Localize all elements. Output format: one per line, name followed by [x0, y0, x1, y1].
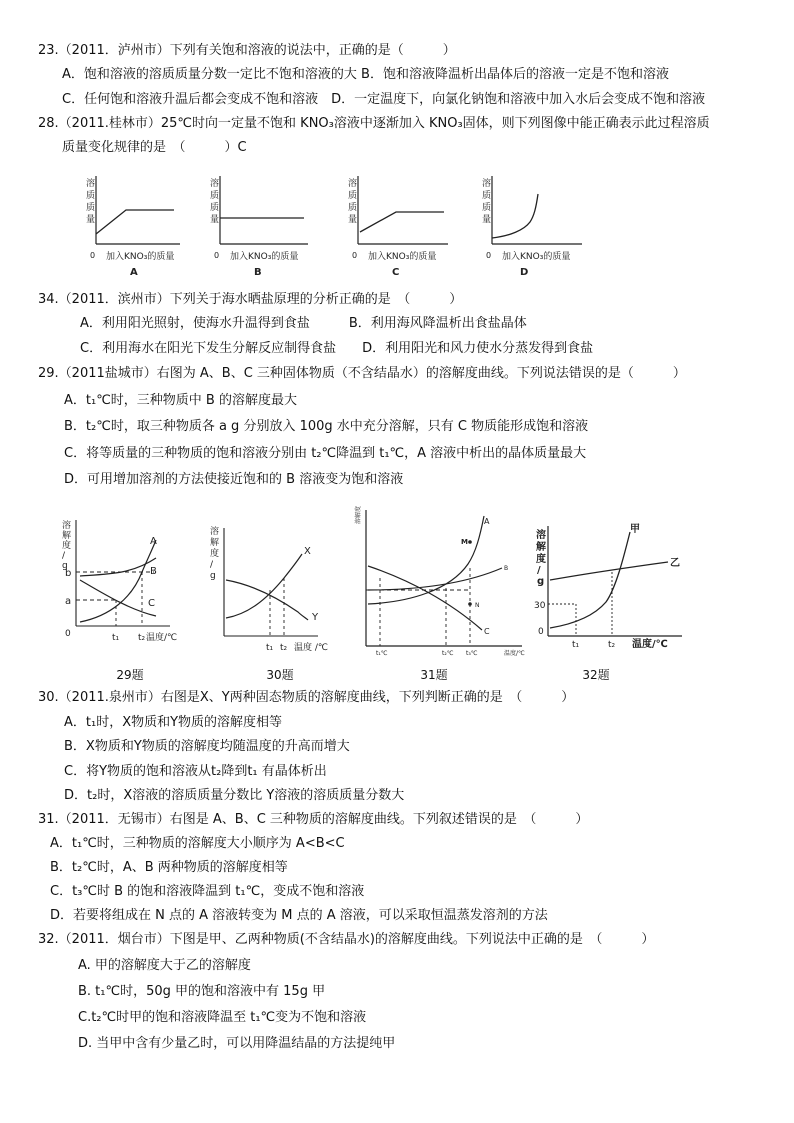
svg-text:t₃℃: t₃℃: [466, 650, 478, 657]
svg-text:质: 质: [348, 191, 358, 201]
svg-text:N: N: [475, 602, 480, 609]
svg-text:t₁℃: t₁℃: [376, 650, 388, 657]
svg-text:度: 度: [536, 554, 546, 565]
svg-text:解: 解: [210, 538, 220, 548]
graph-line-a: [96, 210, 174, 234]
svg-text:解: 解: [62, 531, 72, 541]
figure-32: [534, 516, 694, 656]
q31-option-c: C．t₃℃时 B 的饱和溶液降温到 t₁℃，变成不饱和溶液: [50, 884, 365, 899]
q28-graph-c: [346, 172, 466, 280]
q32-option-b: B. t₁℃时，50g 甲的饱和溶液中有 15g 甲: [78, 984, 326, 999]
svg-text:/: /: [537, 565, 541, 576]
svg-text:度: 度: [210, 549, 220, 559]
svg-text:X: X: [304, 546, 311, 557]
q34-stem: 34.（2011．滨州市）下列关于海水晒盐原理的分析正确的是 （ ）: [38, 292, 463, 307]
graph-origin: 0: [352, 251, 358, 260]
svg-text:B: B: [504, 565, 509, 572]
q23-options-cd: C．任何饱和溶液升温后都会变成不饱和溶液 D．一定温度下，向氯化钠饱和溶液中加入水后会变成不饱和溶液: [62, 92, 706, 107]
q32-option-d: D. 当甲中含有少量乙时，可以用降温结晶的方法提纯甲: [78, 1036, 396, 1051]
svg-text:甲: 甲: [630, 524, 640, 535]
q31-option-a: A．t₁℃时，三种物质的溶解度大小顺序为 A<B<C: [50, 836, 345, 851]
q23-options-ab: A．饱和溶液的溶质质量分数一定比不饱和溶液的大 B．饱和溶液降温析出晶体后的溶液一定是不饱和溶液: [62, 67, 669, 82]
graph-line-c: [360, 212, 444, 232]
point-n: [468, 602, 472, 606]
curve-yi: [550, 562, 668, 580]
graph-line-d: [492, 194, 538, 238]
svg-text:温度 /℃: 温度 /℃: [294, 643, 329, 653]
curve-c: [80, 580, 156, 616]
figure-29: [60, 518, 190, 648]
graph-label-a: A: [130, 267, 138, 278]
svg-text:t₁: t₁: [112, 633, 120, 643]
svg-text:t₂: t₂: [608, 640, 616, 650]
svg-text:C: C: [484, 627, 490, 636]
graph-label-b: B: [254, 267, 262, 278]
svg-text:/: /: [62, 551, 66, 561]
q32-stem: 32.（2011．烟台市）下图是甲、乙两种物质(不含结晶水)的溶解度曲线。下列说法中正确的是 （ ）: [38, 932, 655, 947]
svg-text:温度/℃: 温度/℃: [146, 633, 178, 643]
graph-ylabel-4: 量: [86, 215, 96, 225]
graph-ylabel-2: 质: [86, 191, 96, 201]
svg-text:t₂: t₂: [138, 633, 146, 643]
figure-30-caption: 30题: [266, 668, 294, 682]
q34-options-ab: A．利用阳光照射，使海水升温得到食盐 B．利用海风降温析出食盐晶体: [80, 316, 527, 331]
q30-option-c: C．将Y物质的饱和溶液从t₂降到t₁ 有晶体析出: [64, 764, 327, 779]
figure-29-caption: 29题: [116, 668, 144, 682]
q28-stem: 28.（2011.桂林市）25℃时向一定量不饱和 KNO₃溶液中逐渐加入 KNO₃固体，则下列图像中能正确表示此过程溶质: [38, 116, 710, 131]
svg-text:乙: 乙: [670, 558, 680, 569]
figure-31: [350, 505, 530, 658]
point-m: [468, 540, 472, 544]
svg-text:质: 质: [210, 191, 220, 201]
svg-text:C: C: [148, 598, 155, 609]
curve-a: [80, 540, 156, 622]
q28-graph-b: [208, 172, 328, 280]
svg-text:溶: 溶: [210, 527, 220, 537]
svg-text:Y: Y: [312, 612, 319, 623]
svg-text:量: 量: [482, 215, 492, 225]
q29-option-a: A．t₁℃时，三种物质中 B 的溶解度最大: [64, 393, 297, 408]
q30-option-d: D．t₂时，X溶液的溶质质量分数比 Y溶液的溶质质量分数大: [64, 788, 405, 803]
q30-option-b: B．X物质和Y物质的溶解度均随温度的升高而增大: [64, 739, 350, 754]
q28-graph-a: [70, 172, 190, 280]
svg-text:t₁: t₁: [572, 640, 580, 650]
curve-b: [368, 568, 502, 590]
q23-stem: 23.（2011．泸州市）下列有关饱和溶液的说法中，正确的是（ ）: [38, 43, 456, 58]
svg-text:t₂: t₂: [280, 643, 288, 653]
figure-32-caption: 32题: [582, 668, 610, 682]
svg-text:质: 质: [482, 191, 492, 201]
svg-text:溶: 溶: [62, 521, 72, 531]
graph-origin: 0: [486, 251, 492, 260]
svg-text:A: A: [484, 517, 490, 526]
graph-ylabel-3: 质: [86, 203, 96, 213]
graph-xlabel: 加入KNO₃的质量: [230, 252, 299, 262]
svg-text:/: /: [210, 560, 214, 570]
svg-text:A: A: [150, 536, 157, 547]
svg-text:质: 质: [348, 203, 358, 213]
svg-text:t₂℃: t₂℃: [442, 650, 454, 657]
svg-text:t₁: t₁: [266, 643, 274, 653]
q30-stem: 30.（2011.泉州市）右图是X、Y两种固态物质的溶解度曲线，下列判断正确的是 （ ）: [38, 690, 575, 705]
svg-text:温度/℃: 温度/℃: [632, 639, 668, 650]
graph-xlabel: 加入KNO₃的质量: [502, 252, 571, 262]
figure-30: [208, 518, 343, 658]
graph-label-c: C: [392, 267, 400, 278]
svg-text:量: 量: [348, 215, 358, 225]
svg-text:g: g: [62, 561, 68, 571]
svg-text:M: M: [461, 538, 468, 546]
q31-option-d: D．若要将组成在 N 点的 A 溶液转变为 M 点的 A 溶液，可以采取恒温蒸发溶剂的方法: [50, 908, 548, 923]
q32-option-c: C.t₂℃时甲的饱和溶液降温至 t₁℃变为不饱和溶液: [78, 1010, 367, 1025]
svg-text:解: 解: [536, 542, 546, 553]
graph-ylabel-1: 溶: [86, 179, 96, 189]
figure-31-caption: 31题: [420, 668, 448, 682]
graph-xlabel: 加入KNO₃的质量: [368, 252, 437, 262]
q31-stem: 31.（2011．无锡市）右图是 A、B、C 三种物质的溶解度曲线。下列叙述错误的是 （ ）: [38, 812, 589, 827]
svg-text:溶: 溶: [348, 179, 358, 189]
curve-x: [226, 554, 302, 618]
q30-option-a: A．t₁时，X物质和Y物质的溶解度相等: [64, 715, 283, 730]
svg-text:B: B: [150, 566, 157, 577]
q29-option-d: D．可用增加溶剂的方法使接近饱和的 B 溶液变为饱和溶液: [64, 472, 404, 487]
origin: 0: [65, 629, 71, 639]
graph-origin: 0: [90, 251, 96, 260]
q29-option-c: C．将等质量的三种物质的饱和溶液分别由 t₂℃降温到 t₁℃，A 溶液中析出的晶体质量最大: [64, 446, 587, 461]
svg-text:0: 0: [538, 627, 544, 637]
svg-text:溶: 溶: [536, 530, 546, 541]
svg-text:温度/℃: 温度/℃: [504, 650, 525, 657]
curve-c: [368, 566, 482, 630]
q31-option-b: B．t₂℃时，A、B 两种物质的溶解度相等: [50, 860, 288, 875]
svg-text:溶: 溶: [482, 179, 492, 189]
graph-xlabel: 加入KNO₃的质量: [106, 252, 175, 262]
svg-text:30: 30: [534, 601, 546, 611]
q29-stem: 29.（2011盐城市）右图为 A、B、C 三种固体物质（不含结晶水）的溶解度曲线。下列说法错误的是（ ）: [38, 366, 686, 381]
q32-option-a: A. 甲的溶解度大于乙的溶解度: [78, 958, 251, 973]
graph-origin: 0: [214, 251, 220, 260]
q34-options-cd: C．利用海水在阳光下发生分解反应制得食盐 D．利用阳光和风力使水分蒸发得到食盐: [80, 341, 594, 356]
svg-text:g: g: [210, 571, 216, 581]
graph-label-d: D: [520, 267, 529, 278]
q28-stem-continued: 质量变化规律的是 （ ）C: [62, 140, 247, 155]
svg-text:度: 度: [62, 541, 72, 551]
q29-option-b: B．t₂℃时，取三种物质各 a g 分别放入 100g 水中充分溶解，只有 C 物质能形成饱和溶液: [64, 419, 589, 434]
svg-text:质: 质: [482, 203, 492, 213]
svg-text:量: 量: [210, 215, 220, 225]
tick-b: b: [65, 568, 72, 579]
curve-jia: [550, 532, 630, 628]
svg-text:溶: 溶: [210, 179, 220, 189]
svg-text:溶解度: 溶解度: [355, 505, 362, 524]
q28-graph-d: [480, 172, 600, 280]
svg-text:g: g: [537, 576, 545, 587]
svg-text:质: 质: [210, 203, 220, 213]
tick-a: a: [65, 596, 72, 607]
